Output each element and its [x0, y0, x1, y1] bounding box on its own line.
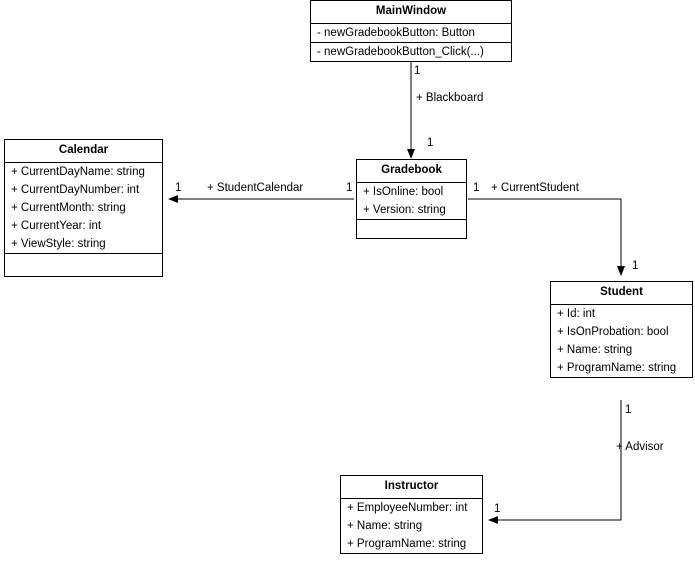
class-member: - newGradebookButton: Button — [311, 24, 511, 43]
class-box-mainwindow[interactable] — [310, 0, 512, 62]
class-member: + Id: int — [557, 308, 596, 320]
class-members-calendar — [5, 163, 162, 276]
class-member: + EmployeeNumber: int — [347, 502, 468, 514]
class-box-student[interactable] — [550, 281, 693, 378]
class-member: + Name: string — [347, 520, 423, 532]
class-member: + CurrentDayNumber: int — [11, 184, 140, 196]
connector-gradebook-student — [468, 199, 621, 275]
class-title-student: Student — [551, 282, 692, 305]
connector-student-instructor — [489, 400, 621, 520]
class-members-student — [551, 305, 692, 377]
multiplicity-calendar-studentcalendar: 1 — [175, 182, 182, 194]
class-box-gradebook[interactable] — [356, 159, 467, 239]
class-title-gradebook: Gradebook — [357, 160, 466, 183]
association-label-currentstudent: + CurrentStudent — [491, 182, 579, 194]
class-title-mainwindow: MainWindow — [311, 1, 511, 24]
association-label-blackboard: + Blackboard — [416, 92, 484, 104]
class-member: + ProgramName: string — [557, 362, 677, 374]
multiplicity-gradebook-currentstudent: 1 — [473, 182, 480, 194]
association-label-studentcalendar: + StudentCalendar — [207, 182, 304, 194]
class-members-instructor — [341, 499, 482, 553]
multiplicity-gradebook-blackboard: 1 — [427, 137, 434, 149]
multiplicity-mainwindow-blackboard: 1 — [414, 65, 421, 77]
class-member: + IsOnline: bool — [363, 186, 444, 198]
class-member: + ViewStyle: string — [5, 235, 162, 254]
class-box-instructor[interactable] — [340, 475, 483, 554]
class-member: + CurrentMonth: string — [11, 202, 126, 214]
association-label-advisor: + Advisor — [616, 441, 664, 453]
class-title-instructor: Instructor — [341, 476, 482, 499]
class-members-empty-compartment — [5, 254, 162, 276]
class-members-empty-compartment — [357, 220, 466, 238]
class-members-gradebook — [357, 183, 466, 238]
class-members-mainwindow — [311, 24, 511, 61]
class-title-calendar: Calendar — [5, 140, 162, 163]
class-box-calendar[interactable] — [4, 139, 163, 277]
class-member: + IsOnProbation: bool — [557, 326, 669, 338]
class-member: - newGradebookButton_Click(...) — [317, 46, 484, 58]
multiplicity-gradebook-studentcalendar: 1 — [346, 182, 353, 194]
multiplicity-student-advisor: 1 — [625, 404, 632, 416]
class-member: + CurrentDayName: string — [11, 166, 145, 178]
class-member: + Name: string — [557, 344, 633, 356]
multiplicity-student-currentstudent: 1 — [632, 260, 639, 272]
multiplicity-instructor-advisor: 1 — [494, 503, 501, 515]
class-member: + Version: string — [357, 201, 466, 220]
class-member: + CurrentYear: int — [11, 220, 102, 232]
class-member: + ProgramName: string — [347, 538, 467, 550]
